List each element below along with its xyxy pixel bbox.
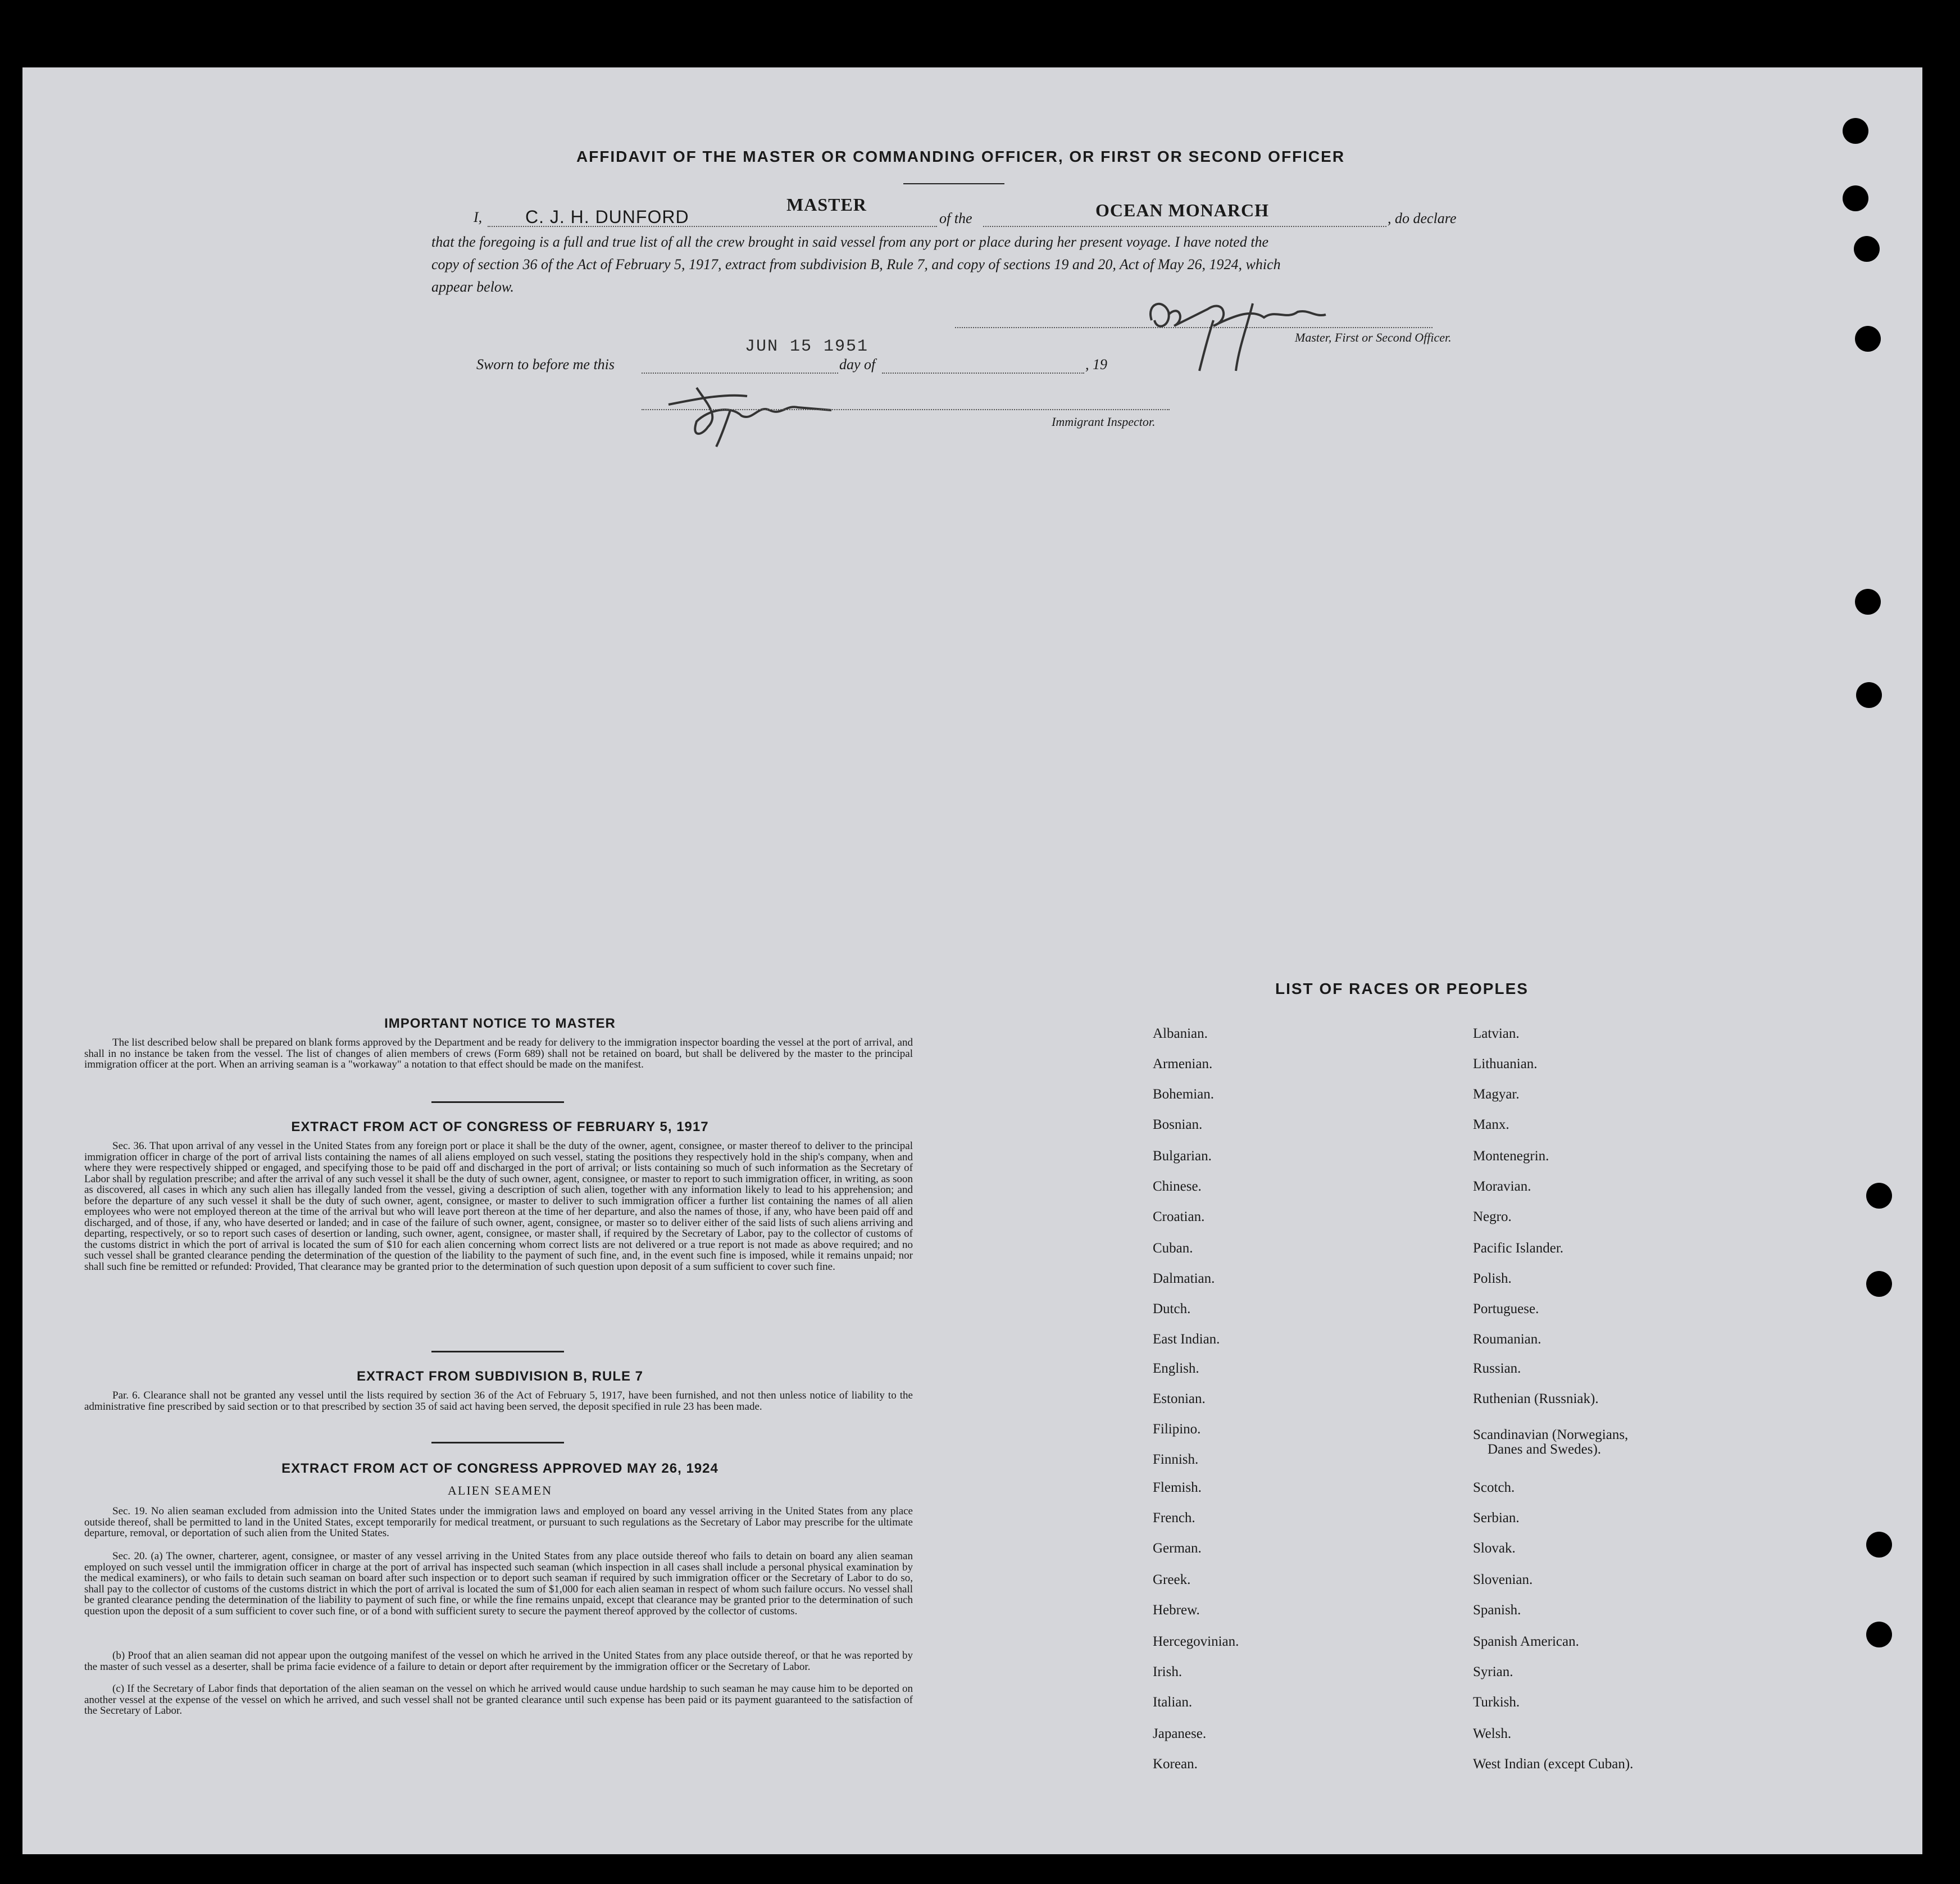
master-signature-caption: Master, First or Second Officer.: [1295, 330, 1452, 344]
extract-1924-heading: EXTRACT FROM ACT OF CONGRESS APPROVED MAY 26, 1924: [281, 1461, 718, 1476]
punch-hole: [1866, 1183, 1892, 1209]
race-item: East Indian.: [1153, 1332, 1220, 1347]
inspector-caption: Immigrant Inspector.: [1052, 415, 1156, 429]
rule7-text: Par. 6. Clearance shall not be granted any vessel until the lists required by section 36 of the Act of February 5, 1917, have been furnished, and not then unless notice of liability to the administrative fine prescribed by said section or to that prescribed by section 35 of said act having been served, the deposit specified in rule 23 has been made.: [84, 1390, 913, 1413]
declaration-line-3: appear below.: [431, 279, 514, 295]
title-rule: [903, 183, 1004, 184]
race-item: Slovak.: [1473, 1541, 1516, 1556]
race-item: Irish.: [1153, 1664, 1183, 1679]
year-label: , 19: [1085, 356, 1107, 373]
race-item: Syrian.: [1473, 1664, 1513, 1679]
race-item: Moravian.: [1473, 1179, 1531, 1194]
notice-rule: [431, 1101, 564, 1103]
rule7-rule: [431, 1442, 564, 1443]
races-heading: LIST OF RACES OR PEOPLES: [1275, 980, 1529, 997]
declaration-line-1: that the foregoing is a full and true list of all the crew brought in said vessel from any port or place during her present voyage. I have noted the: [431, 234, 1268, 250]
race-item: Negro.: [1473, 1209, 1512, 1224]
race-item: Flemish.: [1153, 1480, 1202, 1495]
notice-heading: IMPORTANT NOTICE TO MASTER: [384, 1016, 616, 1031]
do-declare-label: , do declare: [1388, 210, 1457, 226]
race-item: Serbian.: [1473, 1510, 1520, 1526]
race-item: Portuguese.: [1473, 1301, 1539, 1316]
notice-text: The list described below shall be prepared on blank forms approved by the Department and be ready for delivery to the immigration inspector boarding the vessel at the port of arrival, and shall in no instance be taken from the vessel. The list of changes of alien members of crews (Form 689) shall not be retained on board, but shall be delivered by the master to the principal immigration officer at the port. When an arriving seaman is a "workaway" a notation to that effect should be made on the manifest.: [84, 1037, 913, 1070]
race-item: Korean.: [1153, 1756, 1198, 1772]
race-item: Bohemian.: [1153, 1087, 1215, 1102]
race-item: Finnish.: [1153, 1452, 1199, 1467]
master-name-value: C. J. H. DUNFORD: [525, 207, 689, 227]
of-the-label: of the: [939, 210, 972, 226]
race-item: Manx.: [1473, 1117, 1509, 1132]
rank-value: MASTER: [786, 194, 867, 215]
race-item: Montenegrin.: [1473, 1148, 1549, 1164]
race-item: Dalmatian.: [1153, 1271, 1215, 1286]
i-label: I,: [474, 209, 483, 225]
inspector-signature: [663, 371, 854, 450]
extract-1917-rule: [431, 1351, 564, 1352]
race-item: Scotch.: [1473, 1480, 1515, 1495]
race-item: Filipino.: [1153, 1422, 1201, 1437]
punch-hole: [1866, 1532, 1892, 1558]
race-item: Estonian.: [1153, 1391, 1206, 1406]
race-item: Hercegovinian.: [1153, 1634, 1239, 1649]
race-item: English.: [1153, 1361, 1199, 1376]
race-item: Magyar.: [1473, 1087, 1520, 1102]
day-of-label: day of: [839, 356, 876, 373]
race-item: Ruthenian (Russniak).: [1473, 1391, 1599, 1406]
declaration-line-2: copy of section 36 of the Act of February 5, 1917, extract from subdivision B, Rule 7, and copy of sections 19 and 20, Act of May 26, 1924, which: [431, 256, 1281, 273]
alien-seamen-subheading: ALIEN SEAMEN: [448, 1483, 552, 1497]
punch-hole: [1856, 682, 1882, 708]
extract-1917-heading: EXTRACT FROM ACT OF CONGRESS OF FEBRUARY 5, 1917: [291, 1119, 709, 1134]
race-item: Danes and Swedes).: [1488, 1442, 1602, 1457]
race-item: Polish.: [1473, 1271, 1512, 1286]
race-item: Hebrew.: [1153, 1602, 1200, 1618]
race-item: Cuban.: [1153, 1241, 1193, 1256]
race-item: Slovenian.: [1473, 1572, 1533, 1587]
race-item: Italian.: [1153, 1695, 1193, 1710]
vessel-value: OCEAN MONARCH: [1095, 200, 1269, 220]
race-item: Pacific Islander.: [1473, 1241, 1564, 1256]
race-item: Japanese.: [1153, 1726, 1207, 1741]
vessel-field-line: [983, 226, 1386, 227]
race-item: German.: [1153, 1541, 1202, 1556]
race-item: Spanish American.: [1473, 1634, 1579, 1649]
sec19-text: Sec. 19. No alien seaman excluded from admission into the United States under the immigration laws and employed on board any vessel arriving in the United States from any place outside thereof, shall be permitted to land in the United States, except temporarily for medical treatment, or pursuant to such regulations as the Secretary of Labor may prescribe for the ultimate departure, removal, or deportation of such alien from the United States.: [84, 1505, 913, 1539]
race-item: Dutch.: [1153, 1301, 1191, 1316]
rule7-heading: EXTRACT FROM SUBDIVISION B, RULE 7: [356, 1369, 644, 1384]
sec20c-text: (c) If the Secretary of Labor finds that deportation of the alien seaman on the vessel on which he arrived would cause undue hardship to such seaman he may cause him to be deported on another vessel at the expense of the vessel on which he arrived, and such vessel shall not be granted clearance until such expense has been paid or its payment guaranteed to the satisfaction of the Secretary of Labor.: [84, 1683, 913, 1717]
race-item: Chinese.: [1153, 1179, 1202, 1194]
race-item: Roumanian.: [1473, 1332, 1541, 1347]
race-item: Albanian.: [1153, 1026, 1208, 1041]
punch-hole: [1855, 326, 1881, 352]
race-item: Bosnian.: [1153, 1117, 1203, 1132]
race-item: Latvian.: [1473, 1026, 1520, 1041]
sec20a-text: Sec. 20. (a) The owner, charterer, agent, consignee, or master of any vessel arriving in the United States from any place outside thereof who fails to detain on board any alien seaman employed on such vessel until the immigration officer in charge at the port of arrival has inspected such seaman (which inspection in all cases shall include a personal physical examination by the medical examiners), or who fails to detain such seaman on board after such inspection or to deport such seaman if required by such immigration officer or the Secretary of Labor to do so, shall pay to the collector of customs of the customs district in which the port of arrival is located the sum of $1,000 for each alien seaman in respect of whom such failure occurs. No vessel shall be granted clearance pending the determination of the liability to payment of such fine, or while the fine remains unpaid, except that clearance may be granted prior to the determination of such question upon the deposit of a sum sufficient to cover such fine, or of a bond with sufficient surety to secure the payment thereof approved by the collector of customs.: [84, 1550, 913, 1617]
punch-hole: [1843, 185, 1868, 211]
race-item: Russian.: [1473, 1361, 1521, 1376]
sworn-label: Sworn to before me this: [476, 356, 615, 373]
date-stamp: JUN 15 1951: [745, 337, 869, 356]
race-item: Turkish.: [1473, 1695, 1520, 1710]
punch-hole: [1854, 236, 1880, 262]
race-item: Scandinavian (Norwegians,: [1473, 1427, 1629, 1442]
race-item: French.: [1153, 1510, 1195, 1526]
inspector-signature-line: [642, 409, 1170, 410]
sec20b-text: (b) Proof that an alien seaman did not appear upon the outgoing manifest of the vessel on which he arrived in the United States from any place outside thereof, or that he was reported by the master of such vessel as a deserter, shall be prima facie evidence of a failure to detain or deport after requirement by the immigration officer or the Secretary of Labor.: [84, 1650, 913, 1673]
race-item: Welsh.: [1473, 1726, 1512, 1741]
race-item: Armenian.: [1153, 1056, 1213, 1072]
punch-hole: [1855, 589, 1881, 615]
race-item: West Indian (except Cuban).: [1473, 1756, 1634, 1772]
race-item: Lithuanian.: [1473, 1056, 1538, 1072]
race-item: Croatian.: [1153, 1209, 1205, 1224]
affidavit-title: AFFIDAVIT OF THE MASTER OR COMMANDING OFFICER, OR FIRST OR SECOND OFFICER: [576, 148, 1345, 165]
extract-1917-text: Sec. 36. That upon arrival of any vessel in the United States from any foreign port or place it shall be the duty of the owner, agent, consignee, or master thereof to deliver to the principal immigration officer in charge of the port of arrival lists containing the names of all aliens employed on such vessel, stating the positions they respectively hold in the ship's company, when and where they were respectively shipped or engaged, and specifying those to be paid off and discharged in the port of arrival; or lists containing so much of such information as the Secretary of Labor shall by regulation prescribe; and after the arrival of any such vessel it shall be the duty of such owner, agent, consignee, or master to report to such immigration officer, in writing, as soon as discovered, all cases in which any such alien has illegally landed from the vessel, giving a description of such alien, together with any information likely to lead to his apprehension; and before the departure of any such vessel it shall be the duty of such owner, agent, consignee, or master to deliver to such immigration officer a further list containing the names of all alien employees who were not employed thereon at the time of the arrival but who will leave port thereon at the time of her departure, and also the names of those, if any, who have been paid off and discharged, and of those, if any, who have deserted or landed; and in case of the failure of such owner, agent, consignee, or master so to deliver either of the said lists of such aliens arriving and departing, respectively, or so to report such cases of desertion or landing, such owner, agent, consignee, or master shall, if required by the Secretary of Labor, pay to the collector of customs of the customs district in which the port of arrival is located the sum of $10 for each alien concerning whom correct lists are not delivered or a true report is not made as above required; and no such vessel shall be granted clearance pending the determination of the question of the liability to the payment of such fine, and, in the event such fine is imposed, while it remains unpaid; nor shall such fine be remitted or refunded: Provided, That clearance may be granted prior to the determination of such question upon deposit of a sum sufficient to cover such fine.: [84, 1140, 913, 1273]
punch-hole: [1866, 1622, 1892, 1647]
race-item: Greek.: [1153, 1572, 1191, 1587]
punch-hole: [1866, 1271, 1892, 1297]
race-item: Bulgarian.: [1153, 1148, 1212, 1164]
race-item: Spanish.: [1473, 1602, 1521, 1618]
punch-hole: [1843, 118, 1868, 144]
month-field-line: [882, 373, 1084, 374]
